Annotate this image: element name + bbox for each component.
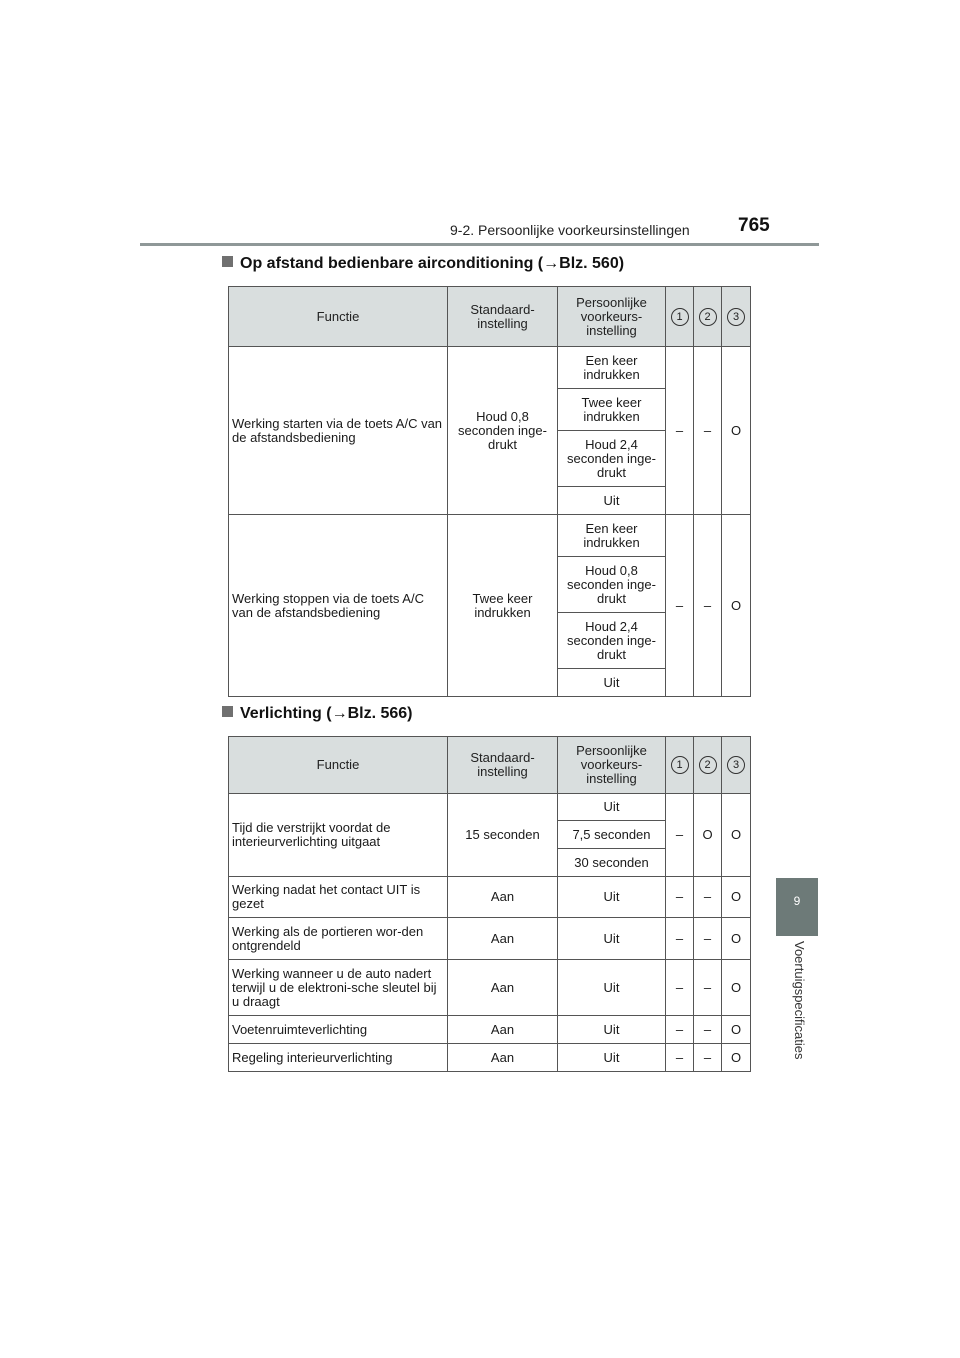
- section-heading-airco: [222, 255, 624, 273]
- cell-functie: Werking starten via de toets A/C van de afstandsbediening: [229, 347, 448, 515]
- cell-functie: Tijd die verstrijkt voordat de interieurverlichting uitgaat: [229, 794, 448, 877]
- cell-c3: O: [722, 794, 751, 877]
- cell-functie: Regeling interieurverlichting: [229, 1044, 448, 1072]
- section-heading-verlichting: [222, 705, 412, 723]
- circled-number-3-icon: 3: [727, 756, 745, 774]
- cell-standaard: Aan: [448, 918, 558, 960]
- cell-option: Uit: [558, 669, 666, 697]
- circled-number-3-icon: 3: [727, 308, 745, 326]
- cell-c2: –: [694, 1044, 722, 1072]
- square-bullet-icon: [222, 706, 233, 717]
- header-col2: [694, 287, 722, 347]
- header-col1: [666, 737, 694, 794]
- table-row: [229, 960, 751, 1016]
- cell-option: Houd 2,4 seconden inge-drukt: [558, 431, 666, 487]
- circled-number-1-icon: 1: [671, 308, 689, 326]
- header-persoonlijk: Persoonlijke voorkeurs-instelling: [558, 737, 666, 794]
- section-title: 9-2. Persoonlijke voorkeursinstellingen: [450, 222, 690, 238]
- cell-option: 30 seconden: [558, 849, 666, 877]
- cell-functie: Werking wanneer u de auto nadert terwijl u de elektroni-sche sleutel bij u draagt: [229, 960, 448, 1016]
- table-row: [229, 1044, 751, 1072]
- cell-functie: Werking als de portieren wor-den ontgrendeld: [229, 918, 448, 960]
- cell-option: Uit: [558, 1016, 666, 1044]
- header-persoonlijk: Persoonlijke voorkeurs-instelling: [558, 287, 666, 347]
- table-row: [229, 347, 751, 389]
- cell-functie: Werking stoppen via de toets A/C van de afstandsbediening: [229, 515, 448, 697]
- cell-c3: O: [722, 515, 751, 697]
- section-heading-text: Op afstand bedienbare airconditioning (→Blz. 560): [240, 255, 625, 272]
- cell-standaard: Aan: [448, 877, 558, 918]
- cell-c1: –: [666, 877, 694, 918]
- cell-c2: –: [694, 960, 722, 1016]
- cell-option: Uit: [558, 960, 666, 1016]
- table-row: [229, 918, 751, 960]
- cell-option: Uit: [558, 1044, 666, 1072]
- cell-c2: –: [694, 918, 722, 960]
- header-standaard: Standaard-instelling: [448, 737, 558, 794]
- cell-c1: –: [666, 794, 694, 877]
- circled-number-2-icon: 2: [699, 308, 717, 326]
- lighting-settings-table: [228, 736, 751, 1072]
- cell-c2: –: [694, 1016, 722, 1044]
- header-standaard: Standaard-instelling: [448, 287, 558, 347]
- airco-settings-table: [228, 286, 751, 697]
- circled-number-1-icon: 1: [671, 756, 689, 774]
- cell-standaard: Aan: [448, 1016, 558, 1044]
- table-header-row: [229, 287, 751, 347]
- header-col3: [722, 737, 751, 794]
- cell-option: Houd 2,4 seconden inge-drukt: [558, 613, 666, 669]
- cell-option: Een keer indrukken: [558, 515, 666, 557]
- cell-c3: O: [722, 347, 751, 515]
- cell-option: Een keer indrukken: [558, 347, 666, 389]
- cell-standaard: Aan: [448, 960, 558, 1016]
- cell-functie: Werking nadat het contact UIT is gezet: [229, 877, 448, 918]
- header-functie: Functie: [229, 287, 448, 347]
- cell-c2: –: [694, 347, 722, 515]
- cell-option: Houd 0,8 seconden inge-drukt: [558, 557, 666, 613]
- cell-c1: –: [666, 1044, 694, 1072]
- cell-c2: –: [694, 877, 722, 918]
- table-row: [229, 877, 751, 918]
- circled-number-2-icon: 2: [699, 756, 717, 774]
- cell-standaard: Houd 0,8 seconden inge-drukt: [448, 347, 558, 515]
- header-col2: [694, 737, 722, 794]
- square-bullet-icon: [222, 256, 233, 267]
- cell-c3: O: [722, 877, 751, 918]
- cell-functie: Voetenruimteverlichting: [229, 1016, 448, 1044]
- cell-c1: –: [666, 515, 694, 697]
- chapter-tab[interactable]: [776, 878, 818, 936]
- cell-c1: –: [666, 347, 694, 515]
- header-divider: [140, 243, 819, 246]
- chapter-number: 9: [793, 894, 801, 908]
- table-header-row: [229, 737, 751, 794]
- cell-c3: O: [722, 1016, 751, 1044]
- table-row: [229, 1016, 751, 1044]
- cell-option: 7,5 seconden: [558, 821, 666, 849]
- table-row: [229, 794, 751, 821]
- cell-c2: O: [694, 794, 722, 877]
- page-number: 765: [738, 215, 770, 236]
- cell-option: Uit: [558, 918, 666, 960]
- section-heading-text: Verlichting (→Blz. 566): [240, 705, 413, 722]
- cell-c3: O: [722, 918, 751, 960]
- cell-c2: –: [694, 515, 722, 697]
- header-functie: Functie: [229, 737, 448, 794]
- cell-c3: O: [722, 960, 751, 1016]
- cell-option: Uit: [558, 877, 666, 918]
- cell-option: Uit: [558, 487, 666, 515]
- cell-option: Uit: [558, 794, 666, 821]
- cell-c1: –: [666, 960, 694, 1016]
- cell-c1: –: [666, 918, 694, 960]
- table-row: [229, 515, 751, 557]
- chapter-title: Voertuigspecificaties: [792, 941, 807, 1060]
- header-col3: [722, 287, 751, 347]
- cell-option: Twee keer indrukken: [558, 389, 666, 431]
- cell-standaard: Twee keer indrukken: [448, 515, 558, 697]
- cell-standaard: Aan: [448, 1044, 558, 1072]
- cell-standaard: 15 seconden: [448, 794, 558, 877]
- header-col1: [666, 287, 694, 347]
- cell-c1: –: [666, 1016, 694, 1044]
- cell-c3: O: [722, 1044, 751, 1072]
